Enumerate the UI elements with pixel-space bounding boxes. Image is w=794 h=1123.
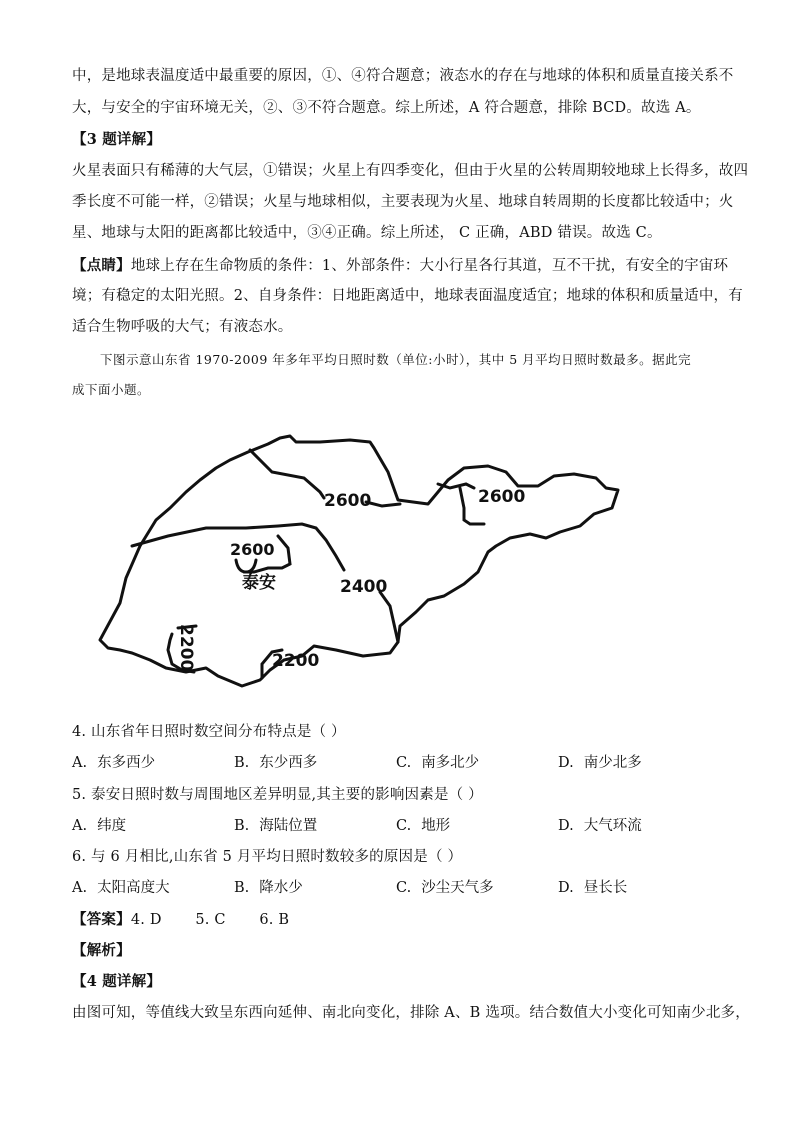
option-c: C. 沙尘天气多 [396, 880, 494, 896]
option-a: A. 东多西少 [72, 755, 156, 771]
tip-line [72, 256, 732, 276]
option-a: A. 太阳高度大 [72, 880, 170, 896]
section-heading: 【4 题详解】 [72, 973, 162, 990]
paragraph-line: 由图可知，等值线大致呈东西向延伸、南北向变化，排除 A、B 选项。结合数值大小变化可知南少北多， [72, 1005, 750, 1021]
label-north-2600: 2600 [324, 491, 372, 511]
paragraph-line: 星、地球与太阳的距离都比较适中，③④正确。综上所述， C 正确，ABD 错误。故选 C。 [72, 225, 662, 241]
option-a: A. 纬度 [72, 818, 127, 834]
question-stem: 6. 与 6 月相比,山东省 5 月平均日照时数较多的原因是（ ） [72, 849, 463, 865]
section-heading: 【3 题详解】 [72, 131, 162, 148]
isoline-north-2600 [250, 450, 324, 498]
label-taian-name: 泰安 [242, 573, 276, 593]
question-stem: 4. 山东省年日照时数空间分布特点是（ ） [72, 724, 346, 740]
label-center-2400: 2400 [340, 577, 388, 597]
option-d: D. 大气环流 [558, 818, 642, 834]
option-b: B. 降水少 [234, 880, 303, 896]
option-b: B. 东少西多 [234, 755, 318, 771]
paragraph-line: 火星表面只有稀薄的大气层，①错误；火星上有四季变化，但由于火星的公转周期较地球上长得多，故四 [72, 163, 749, 179]
paragraph-line: 境；有稳定的太阳光照。2、自身条件：日地距离适中，地球表面温度适宜；地球的体积和质量适中，有 [72, 288, 743, 304]
question-stem: 5. 泰安日照时数与周围地区差异明显,其主要的影响因素是（ ） [72, 787, 483, 803]
paragraph-line: 季长度不可能一样，②错误；火星与地球相似，主要表现为火星、地球自转周期的长度都比较适中；火 [72, 194, 734, 210]
shandong-sunshine-map [98, 428, 630, 693]
answer-label: 【答案】 [72, 911, 131, 928]
option-b: B. 海陆位置 [234, 818, 318, 834]
option-d: D. 南少北多 [558, 755, 642, 771]
paragraph-line: 适合生物呼吸的大气；有液态水。 [72, 319, 293, 335]
label-taian-value: 2600 [230, 540, 275, 559]
tip-label: 【点睛】 [72, 257, 131, 274]
paragraph-line: 中，是地球表温度适中最重要的原因，①、④符合题意；液态水的存在与地球的体积和质量直接关系不 [72, 68, 734, 84]
answer-line [72, 910, 732, 930]
tip-text: 地球上存在生命物质的条件：1、外部条件：大小行星各行其道，互不干扰，有安全的宇宙环 [130, 258, 729, 274]
answer-text: 4. D 5. C 6. B [130, 912, 290, 928]
isoline-taian-ring [236, 560, 256, 572]
option-c: C. 南多北少 [396, 755, 480, 771]
intro-line: 下图示意山东省 1970-2009 年多年平均日照时数（单位:小时），其中 5 月平均日照时数最多。据此完 [100, 352, 692, 367]
intro-line: 成下面小题。 [72, 382, 151, 397]
label-southwest-2200: 2200 [176, 624, 196, 672]
isoline-center-2400-b [380, 592, 398, 642]
label-south-2200: 2200 [272, 651, 320, 671]
paragraph-line: 大，与安全的宇宙环境无关，②、③不符合题意。综上所述，A 符合题意，排除 BCD。故选 A。 [72, 100, 701, 116]
option-d: D. 昼长长 [558, 880, 628, 896]
analysis-label: 【解析】 [72, 942, 131, 959]
option-c: C. 地形 [396, 818, 451, 834]
label-east-2600: 2600 [478, 487, 526, 507]
